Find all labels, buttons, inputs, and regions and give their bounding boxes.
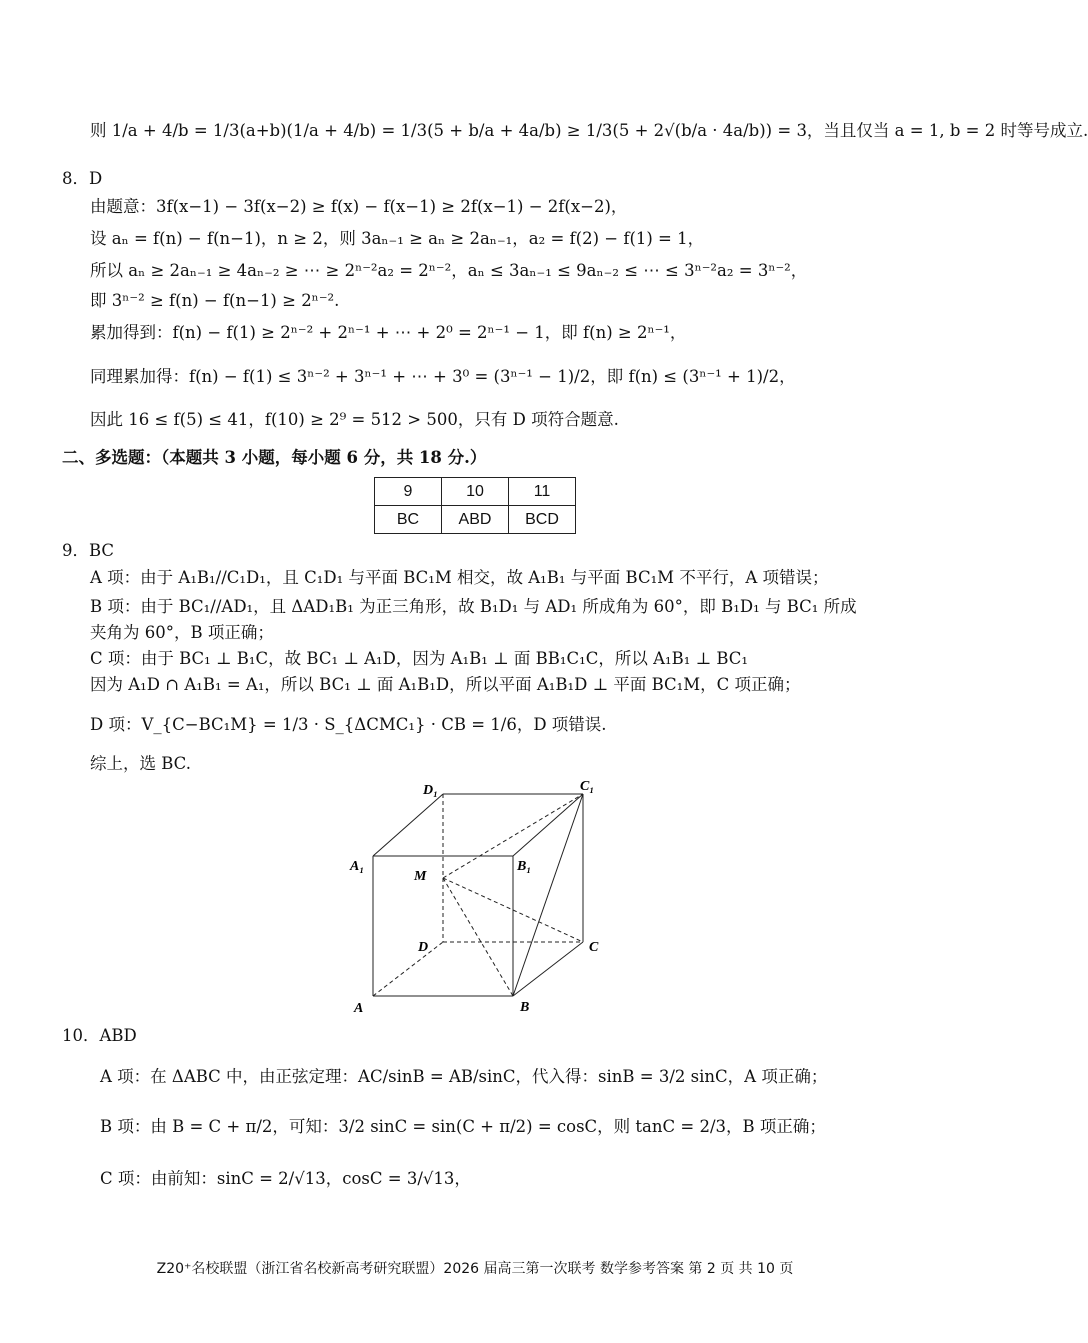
section-heading-multiple-choice: 二、多选题：（本题共 3 小题，每小题 6 分，共 18 分.）	[62, 448, 487, 467]
answer-table-header-row	[375, 478, 576, 506]
solution-line: 因为 A₁D ∩ A₁B₁ = A₁，所以 BC₁ ⊥ 面 A₁B₁D，所以平面 A₁B₁D ⊥ 平面 BC₁M，C 项正确；	[90, 675, 801, 694]
solution-line: C 项：由前知：sinC = 2/√13，cosC = 3/√13，	[100, 1169, 471, 1188]
solution-line: 即 3ⁿ⁻² ≥ f(n) − f(n−1) ≥ 2ⁿ⁻².	[90, 291, 340, 310]
solution-line: 所以 aₙ ≥ 2aₙ₋₁ ≥ 4aₙ₋₂ ≥ ⋯ ≥ 2ⁿ⁻²a₂ = 2ⁿ⁻²，aₙ ≤ 3aₙ₋₁ ≤ 9aₙ₋₂ ≤ ⋯ ≤ 3ⁿ⁻²a₂ = 3ⁿ⁻²，	[90, 261, 808, 280]
answer-table	[374, 477, 576, 534]
solution-line: B 项：由于 BC₁//AD₁，且 ΔAD₁B₁ 为正三角形，故 B₁D₁ 与 AD₁ 所成角为 60°，即 B₁D₁ 与 BC₁ 所成	[90, 597, 857, 616]
solution-line: 同理累加得：f(n) − f(1) ≤ 3ⁿ⁻² + 3ⁿ⁻¹ + ⋯ + 3⁰ = (3ⁿ⁻¹ − 1)/2，即 f(n) ≤ (3ⁿ⁻¹ + 1)/2，	[90, 367, 796, 386]
solution-line: 夹角为 60°，B 项正确；	[90, 623, 274, 642]
table-cell: 11	[509, 478, 576, 506]
vertex-label: B₁	[517, 859, 532, 874]
solution-line: 由题意：3f(x−1) − 3f(x−2) ≥ f(x) − f(x−1) ≥ 2f(x−1) − 2f(x−2)，	[90, 197, 628, 216]
edge	[373, 794, 443, 856]
question-9-heading: 9．BC	[62, 541, 115, 560]
segment-BC1	[513, 794, 583, 996]
question-10-heading: 10．ABD	[62, 1026, 137, 1045]
table-cell: 9	[375, 478, 442, 506]
vertex-label: M	[414, 869, 427, 884]
solution-line: 因此 16 ≤ f(5) ≤ 41，f(10) ≥ 2⁹ = 512 > 500，只有 D 项符合题意.	[90, 410, 619, 429]
solution-line: 综上，选 BC.	[90, 754, 191, 773]
solution-line: 设 aₙ = f(n) − f(n−1)，n ≥ 2，则 3aₙ₋₁ ≥ aₙ ≥ 2aₙ₋₁，a₂ = f(2) − f(1) = 1，	[90, 229, 705, 248]
vertex-label: A₁	[350, 859, 365, 874]
solution-line: B 项：由 B = C + π/2，可知：3/2 sinC = sin(C + π/2) = cosC，则 tanC = 2/3，B 项正确；	[100, 1117, 826, 1136]
answer-table-answer-row	[375, 506, 576, 534]
vertex-label: C	[589, 940, 599, 955]
solution-line: C 项：由于 BC₁ ⊥ B₁C，故 BC₁ ⊥ A₁D，因为 A₁B₁ ⊥ 面 BB₁C₁C，所以 A₁B₁ ⊥ BC₁	[90, 649, 749, 668]
solution-line: D 项：V_{C−BC₁M} = 1/3 · S_{ΔCMC₁} · CB = 1/6，D 项错误.	[90, 715, 607, 734]
solution-line: 累加得到：f(n) − f(1) ≥ 2ⁿ⁻² + 2ⁿ⁻¹ + ⋯ + 2⁰ = 2ⁿ⁻¹ − 1，即 f(n) ≥ 2ⁿ⁻¹，	[90, 323, 687, 342]
vertex-label: A	[354, 1001, 364, 1016]
table-cell: ABD	[442, 506, 509, 534]
solution-line: 则 1/a + 4/b = 1/3(a+b)(1/a + 4/b) = 1/3(5 + b/a + 4a/b) ≥ 1/3(5 + 2√(b/a · 4a/b)) = 3，当且仅当 a = 1, b = 2 时等号成立.	[90, 121, 1088, 140]
vertex-label: D	[418, 940, 429, 955]
table-cell: BCD	[509, 506, 576, 534]
segment-MB	[443, 878, 513, 996]
vertex-label: C₁	[580, 779, 595, 794]
table-cell: 10	[442, 478, 509, 506]
vertex-label: D₁	[423, 783, 438, 798]
vertex-label: B	[520, 1000, 530, 1015]
table-cell: BC	[375, 506, 442, 534]
solution-line: A 项：由于 A₁B₁//C₁D₁，且 C₁D₁ 与平面 BC₁M 相交，故 A₁B₁ 与平面 BC₁M 不平行，A 项错误；	[90, 568, 829, 587]
page-footer: Z20⁺名校联盟（浙江省名校新高考研究联盟）2026 届高三第一次联考 数学参考答案 第 2 页 共 10 页	[156, 1261, 794, 1277]
edge	[513, 942, 583, 996]
solution-line: A 项：在 ΔABC 中，由正弦定理：AC/sinB = AB/sinC，代入得：sinB = 3/2 sinC，A 项正确；	[100, 1067, 828, 1086]
cube-figure	[340, 780, 620, 1020]
hidden-edge	[373, 942, 443, 996]
question-8-heading: 8．D	[62, 169, 103, 188]
